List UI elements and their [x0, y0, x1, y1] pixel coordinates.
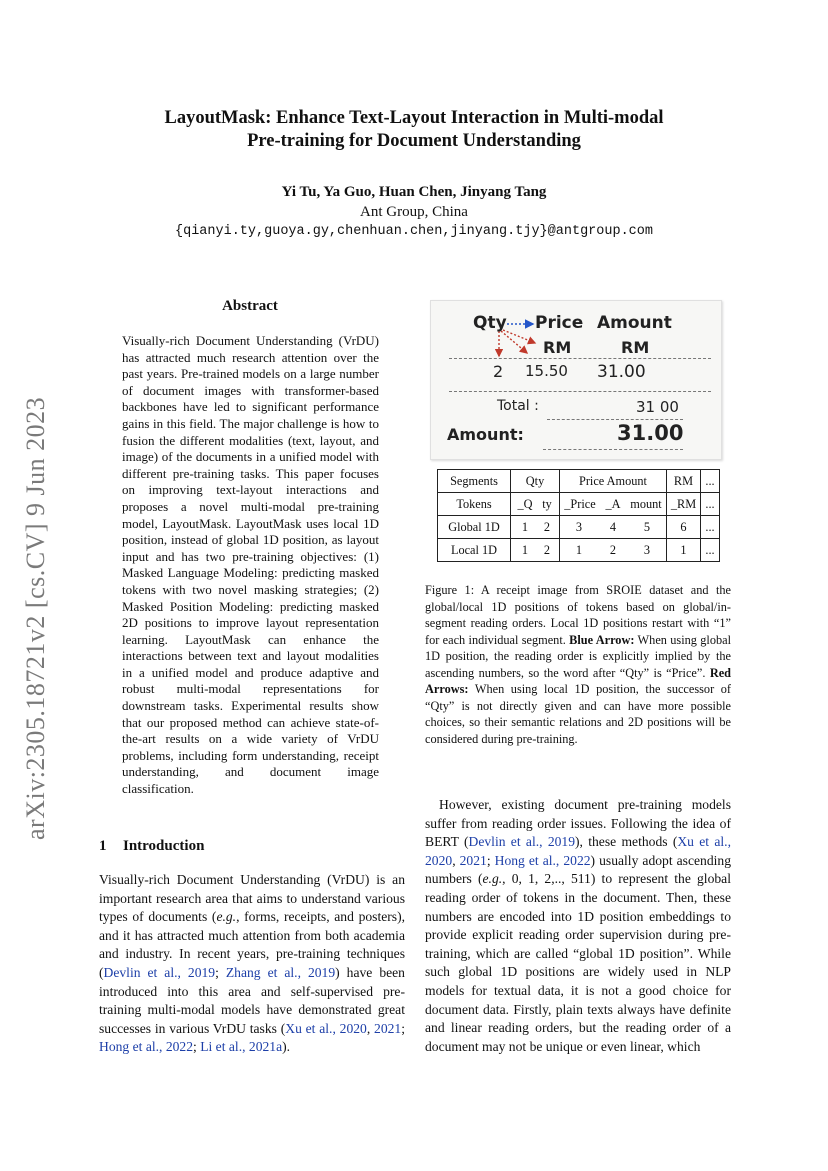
- body-text: ,: [452, 852, 460, 868]
- receipt-image: [430, 300, 722, 460]
- table-cell: ...: [701, 470, 720, 493]
- caption-red-label: Red Arrows:: [425, 665, 731, 696]
- table-cell: [560, 493, 667, 516]
- receipt-qty-value: 2: [493, 362, 504, 381]
- table-subcell: 1: [575, 542, 583, 557]
- receipt-total-value: 31 00: [636, 398, 679, 416]
- table-cell: Qty: [511, 470, 560, 493]
- table-cell: Tokens: [438, 493, 511, 516]
- intro-text: ;: [401, 1020, 405, 1036]
- authors: Yi Tu, Ya Guo, Huan Chen, Jinyang Tang: [281, 184, 547, 200]
- receipt-rm: RM: [543, 338, 572, 357]
- section-heading: [99, 836, 204, 856]
- intro-paragraph: [99, 871, 405, 1057]
- receipt-amount: Amount: [597, 313, 672, 333]
- citation-link[interactable]: Hong et al., 2022: [99, 1039, 194, 1055]
- citation-link[interactable]: Li et al., 2021a: [200, 1039, 283, 1055]
- citation-link[interactable]: Devlin et al., 2019: [103, 964, 216, 980]
- table-cell: [511, 493, 560, 516]
- table-subcell: _A: [605, 496, 621, 511]
- body-text: However, existing document pre-training models suffer from reading order issues. Following the idea of BERT (: [425, 797, 731, 850]
- red-arrow: [501, 331, 527, 353]
- table-subcell: _Q: [517, 496, 533, 511]
- receipt-rm: RM: [621, 338, 650, 357]
- receipt-divider: [449, 358, 711, 359]
- abstract-body: [122, 333, 379, 798]
- receipt-divider: [449, 391, 711, 392]
- table-row: [438, 493, 720, 516]
- table-subcell: mount: [630, 496, 662, 511]
- table-cell: Global 1D: [438, 516, 511, 539]
- arxiv-stamp: arXiv:2305.18721v2 [cs.CV] 9 Jun 2023: [21, 396, 50, 840]
- table-cell: Price Amount: [560, 470, 667, 493]
- body-text: , 0, 1, 2,.., 511) to represent the global reading order of tokens in the document. Then, these numbers are encoded into 1D position embeddings to provide explicit reading order supervision during pre-training, which are called “global 1D position”. While such global 1D positions are widely used in NLP models for textual data, it is not a good choice for document data. Firstly, plain texts always have definite and linear reading orders, but the reading order of a document may not be unique or even linear, which: [425, 871, 731, 1054]
- table-subcell: 2: [543, 542, 551, 557]
- table-cell: [511, 539, 560, 562]
- citation-link[interactable]: Xu et al., 2020: [425, 834, 731, 868]
- affiliation: Ant Group, China: [360, 204, 468, 220]
- citation-link[interactable]: 2021: [374, 1020, 402, 1036]
- caption-text: When using local 1D position, the successor of “Qty” is not directly given and can have more possible choices, so their semantic relations and 2D positions will be considered during pre-training.: [425, 682, 731, 746]
- intro-text: ,: [366, 1020, 375, 1036]
- receipt-divider: [543, 449, 683, 450]
- receipt-divider: [547, 419, 683, 420]
- citation-link[interactable]: 2021: [459, 852, 487, 868]
- table-cell: 6: [667, 516, 701, 539]
- section-number: 1: [99, 838, 107, 854]
- table-cell: [560, 516, 667, 539]
- intro-text: , forms, receipts, and posters), and it has attracted much attention from both academia and industry. In recent years, pre-training techniques (: [99, 909, 406, 980]
- table-subcell: 1: [521, 519, 529, 534]
- citation-link[interactable]: Zhang et al., 2019: [225, 964, 336, 980]
- receipt-amount-label: Amount:: [447, 425, 524, 444]
- body-text: ), these methods (: [575, 834, 678, 850]
- caption-text: Figure 1: A receipt image from SROIE dataset and the global/local 1D positions of tokens based on global/in-segment reading orders. Local 1D positions restart with “1” for each individual segment.: [425, 583, 731, 647]
- citation-link[interactable]: Hong et al., 2022: [494, 852, 591, 868]
- body-text: ;: [486, 852, 495, 868]
- citation-link[interactable]: Xu et al., 2020: [285, 1020, 367, 1036]
- table-subcell: ty: [542, 496, 552, 511]
- receipt-price: Price: [535, 313, 584, 333]
- table-cell: ...: [701, 493, 720, 516]
- table-subcell: 3: [643, 542, 651, 557]
- table-cell: RM: [667, 470, 701, 493]
- table-cell: ...: [701, 516, 720, 539]
- abstract-heading: Abstract: [222, 298, 278, 314]
- email: {qianyi.ty,guoya.gy,chenhuan.chen,jinyang.tjy}@antgroup.com: [175, 224, 653, 239]
- intro-text: ;: [193, 1039, 201, 1055]
- intro-text: ;: [215, 964, 226, 980]
- receipt-amount-value: 31.00: [597, 362, 646, 382]
- title-line-1: LayoutMask: Enhance Text-Layout Interaction in Multi-modal: [164, 108, 664, 128]
- table-cell: Local 1D: [438, 539, 511, 562]
- citation-link[interactable]: Devlin et al., 2019: [468, 834, 576, 850]
- table-subcell: 5: [643, 519, 651, 534]
- token-table: [437, 469, 720, 562]
- abstract-text: Visually-rich Document Understanding (VrDU) has attracted much research attention over the past years. Pre-trained models on a large number of document images with transformer-based backbones have led to significant performance gains in this field. The major challenge is how to fusion the different modalities (text, layout, and image) of the documents in a unified model with different pre-training tasks. This paper focuses on improving text-layout interactions and proposes a novel multi-modal pre-training model, LayoutMask. LayoutMask uses local 1D position, instead of global 1D position, as layout input and has two pre-training objectives: (1) Masked Language Modeling: predicting masked tokens with two novel masking strategies; (2) Masked Position Modeling: predicting masked 2D positions to improve layout representation learning. LayoutMask can enhance the interactions between text and layout modalities in a unified model and produce adaptive and robust multi-modal representations for downstream tasks. Experimental results show that our proposed method can achieve state-of-the-art results on a wide variety of VrDU problems, including form understanding, receipt understanding, and document image classification.: [122, 333, 379, 797]
- table-cell: ...: [701, 539, 720, 562]
- table-subcell: 2: [543, 519, 551, 534]
- table-row: [438, 470, 720, 493]
- intro-text: ).: [282, 1039, 291, 1055]
- caption-text: When using global 1D position, the reading order is explicitly implied by the ascending numbers, so the word after “Qty” is “Price”.: [425, 632, 731, 680]
- intro-text: ) have been introduced into this area and self-supervised pre-training multi-modal models have demonstrated great successes in various VrDU tasks (: [99, 964, 405, 1036]
- intro-text: Visually-rich Document Understanding (VrDU) is an important research area that aims to understand various types of documents (: [99, 872, 405, 925]
- table-row: [438, 516, 720, 539]
- receipt-total-label: Total :: [497, 398, 539, 414]
- receipt-amount-total: 31.00: [617, 421, 684, 445]
- table-cell: 1: [667, 539, 701, 562]
- table-subcell: 2: [609, 542, 617, 557]
- body-eg: e.g.: [482, 871, 503, 887]
- caption-blue-label: Blue Arrow:: [569, 632, 635, 647]
- table-subcell: 3: [575, 519, 583, 534]
- table-cell: _RM: [667, 493, 701, 516]
- table-subcell: 4: [609, 519, 617, 534]
- section-title: Introduction: [123, 838, 205, 854]
- figure-caption: [425, 582, 731, 747]
- title-line-2: Pre-training for Document Understanding: [247, 131, 581, 151]
- table-cell: [511, 516, 560, 539]
- table-cell: [560, 539, 667, 562]
- paper-title: [0, 107, 828, 153]
- table-subcell: _Price: [564, 496, 596, 511]
- table-subcell: 1: [521, 542, 529, 557]
- receipt-qty: Qty: [473, 313, 507, 333]
- right-column-paragraph: [425, 796, 731, 1056]
- table-row: [438, 539, 720, 562]
- body-text: ) usually adopt ascending numbers (: [425, 852, 731, 887]
- intro-eg: e.g.: [216, 909, 237, 925]
- receipt-price-value: 15.50: [525, 362, 568, 380]
- table-cell: Segments: [438, 470, 511, 493]
